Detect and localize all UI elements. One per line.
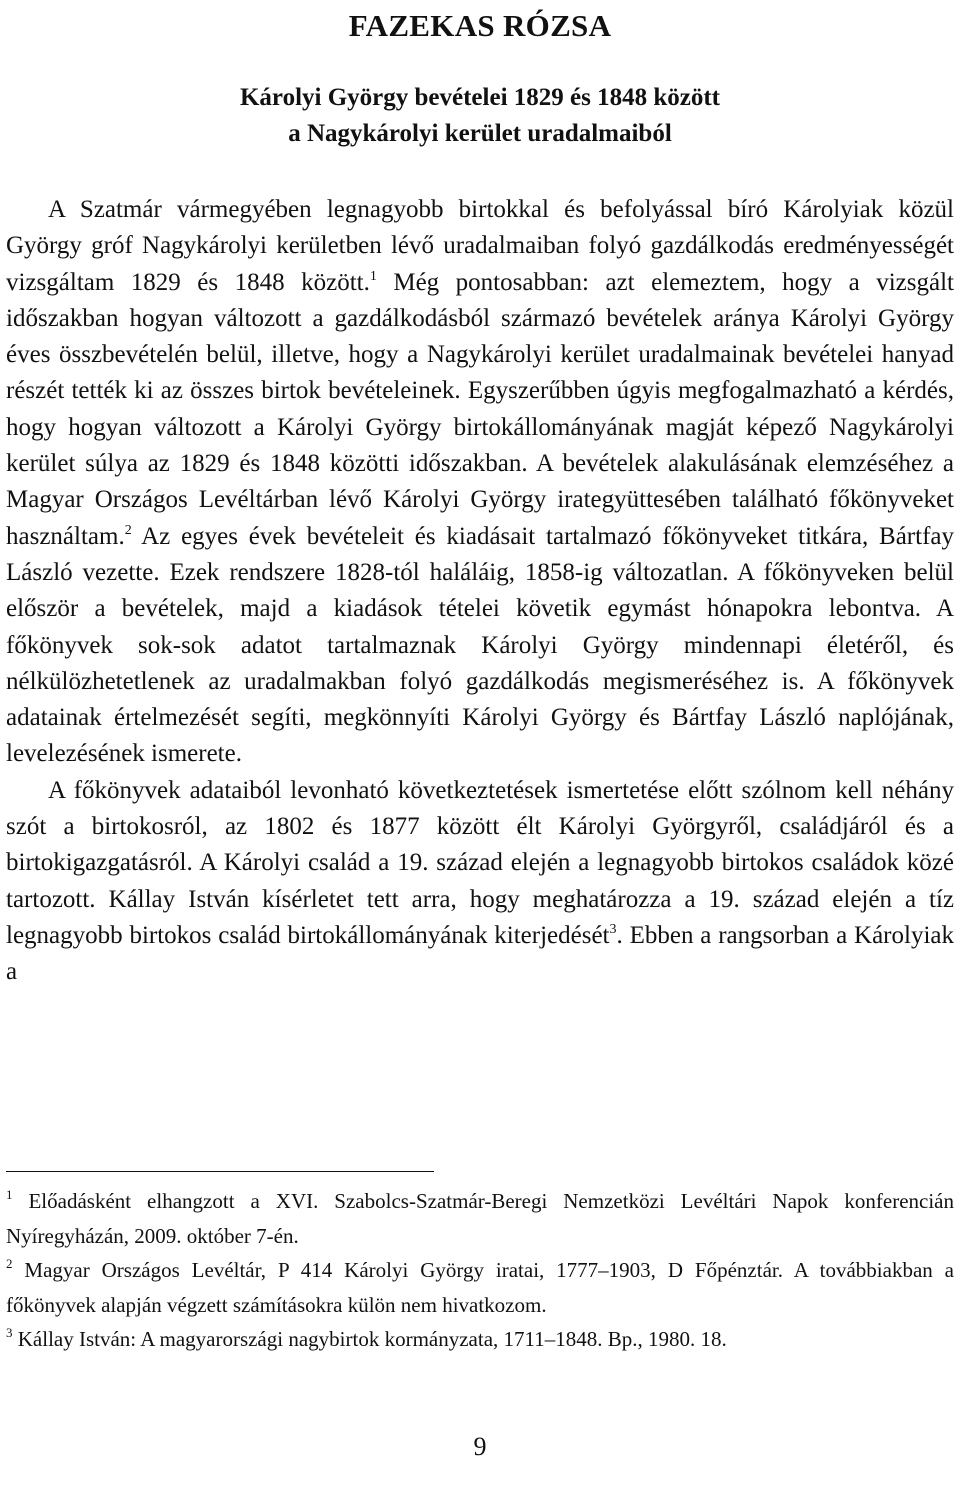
article-body	[6, 192, 954, 991]
footnote-text: Előadásként elhangzott a XVI. Szabolcs-Szatmár-Beregi Nemzetközi Levéltári Napok konferencián Nyíregyházán, 2009. október 7-én.	[6, 1189, 954, 1248]
footnote-3	[6, 1322, 954, 1357]
paragraph-2-text-b: . Ebben a rangsorban a Károlyiak a	[6, 921, 954, 986]
article-title-line-1: Károlyi György bevételei 1829 és 1848 között	[239, 84, 720, 111]
paragraph-2-text-a: A főkönyvek adataiból levonható következtetések ismertetése előtt szólnom kell néhány szót a birtokosról, az 1802 és 1877 között élt Károlyi Györgyről, családjáról és a birtokigazgatásról. A Károlyi család a 19. század elején a legnagyobb birtokos családok közé tartozott. Kállay István kísérletet tett arra, hogy meghatározza a 19. század elején a tíz legnagyobb birtokos család birtokállományának kiterjedését	[6, 776, 954, 949]
footnote-2	[6, 1253, 954, 1322]
paragraph-2	[6, 773, 954, 991]
footnote-ref-1: 1	[369, 268, 377, 284]
document-page	[6, 0, 954, 991]
footnote-text: Kállay István: A magyarországi nagybirtok kormányzata, 1711–1848. Bp., 1980. 18.	[12, 1327, 727, 1351]
article-title-line-2: a Nagykárolyi kerület uradalmaiból	[288, 120, 672, 147]
footnote-number: 1	[6, 1187, 13, 1202]
footnote-separator	[6, 1171, 434, 1172]
footnote-1	[6, 1184, 954, 1253]
footnote-number: 2	[6, 1256, 13, 1271]
article-title	[6, 80, 954, 152]
footnote-ref-2: 2	[124, 522, 132, 538]
page-number: 9	[473, 1432, 487, 1461]
paragraph-1	[6, 192, 954, 773]
footnote-ref-3: 3	[609, 921, 617, 937]
footnote-text: Magyar Országos Levéltár, P 414 Károlyi György iratai, 1777–1903, D Főpénztár. A továbbiakban a főkönyvek alapján végzett számításokra külön nem hivatkozom.	[6, 1258, 954, 1317]
footnotes	[6, 1184, 954, 1357]
paragraph-1-text-b: Még pontosabban: azt elemeztem, hogy a vizsgált időszakban hogyan változott a gazdálkodásból származó bevételek aránya Károlyi György éves összbevételén belül, illetve, hogy a Nagykárolyi kerület uradalmainak bevételei hanyad részét tették ki az összes birtok bevételeinek. Egyszerűbben úgyis megfogalmazható a kérdés, hogy hogyan változott a Károlyi György birtokállományának magját képező Nagykárolyi kerület súlya az 1829 és 1848 közötti időszakban. A bevételek alakulásának elemzéséhez a Magyar Országos Levéltárban lévő Károlyi György irategyüttesében található főkönyveket használtam.	[6, 268, 954, 550]
footnote-number: 3	[6, 1325, 13, 1340]
paragraph-1-text-a: A Szatmár vármegyében legnagyobb birtokkal és befolyással bíró Károlyiak közül György gróf Nagykárolyi kerületben lévő uradalmaiban folyó gazdálkodás eredményességét vizsgáltam 1829 és 1848 között.	[6, 196, 954, 296]
author-name: FAZEKAS RÓZSA	[348, 8, 612, 43]
paragraph-1-text-c: Az egyes évek bevételeit és kiadásait tartalmazó főkönyveket titkára, Bártfay László vezette. Ezek rendszere 1828-tól haláláig, 1858-ig változatlan. A főkönyveken belül először a bevételek, majd a kiadások tételei követik egymást hónapokra lebontva. A főkönyvek sok-sok adatot tartalmaznak Károlyi György mindennapi életéről, és nélkülözhetetlenek az uradalmakban folyó gazdálkodás megismeréséhez is. A főkönyvek adatainak értelmezését segíti, megkönnyíti Károlyi György és Bártfay László naplójának, levelezésének ismerete.	[6, 522, 954, 768]
